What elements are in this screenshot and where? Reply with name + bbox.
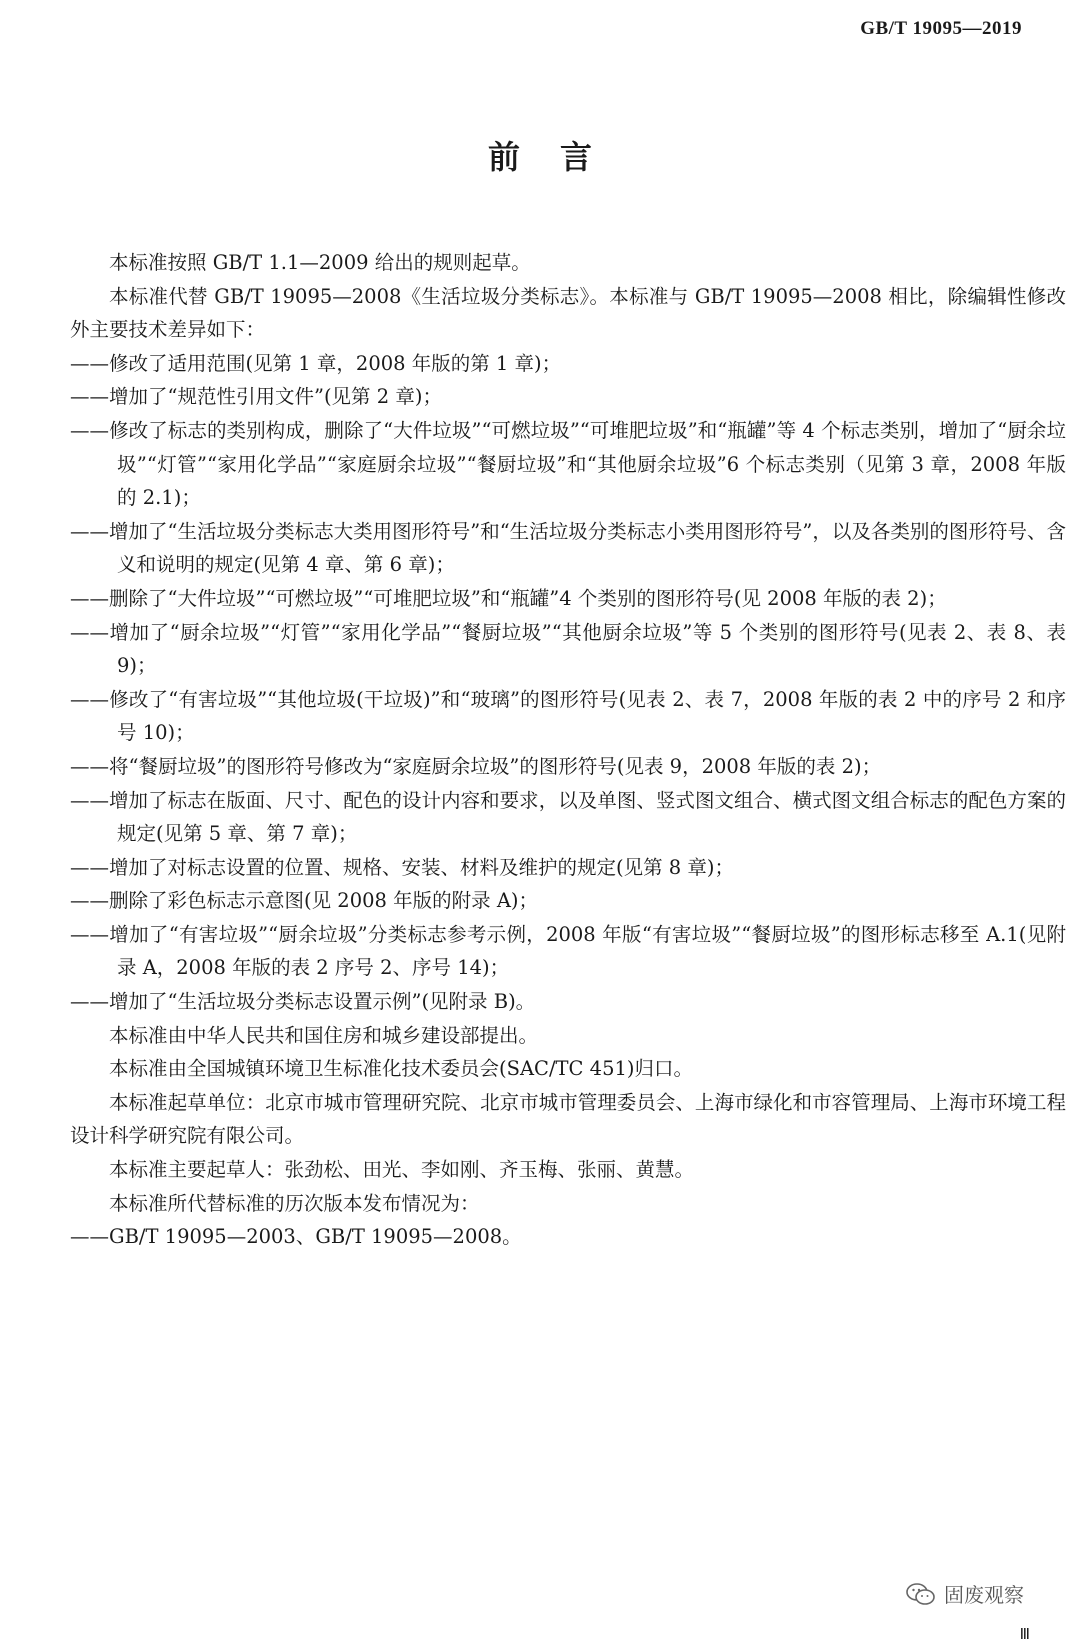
list-item: ——增加了“生活垃圾分类标志设置示例”(见附录 B)。 (70, 990, 536, 1014)
paragraph-history: 本标准所代替标准的历次版本发布情况为： (109, 1191, 480, 1215)
watermark-label: 固废观察 (944, 1583, 1024, 1607)
list-item: ——增加了“有害垃圾”“厨余垃圾”分类标志参考示例，2008 年版“有害垃圾”“餐厨垃圾”的图形标志移至 A.1(见附录 A，2008 年版的表 2 序号 2、序号 14)； (70, 922, 1066, 980)
list-item: ——增加了“生活垃圾分类标志大类用图形符号”和“生活垃圾分类标志小类用图形符号”，以及各类别的图形符号、含义和说明的规定(见第 4 章、第 6 章)； (70, 519, 1066, 577)
page-number: Ⅲ (1019, 1627, 1030, 1643)
list-item-history: ——GB/T 19095—2003、GB/T 19095—2008。 (70, 1225, 522, 1249)
paragraph-replacement: 本标准代替 GB/T 19095—2008《生活垃圾分类标志》。本标准与 GB/T 19095—2008 相比，除编辑性修改外主要技术差异如下： (70, 284, 1066, 342)
wechat-icon (906, 1582, 936, 1606)
list-item: ——增加了标志在版面、尺寸、配色的设计内容和要求，以及单图、竖式图文组合、横式图文组合标志的配色方案的规定(见第 5 章、第 7 章)； (70, 788, 1066, 846)
list-item: ——删除了“大件垃圾”“可燃垃圾”“可堆肥垃圾”和“瓶罐”4 个类别的图形符号(见 2008 年版的表 2)； (70, 586, 947, 610)
paragraph-drafting-rules: 本标准按照 GB/T 1.1—2009 给出的规则起草。 (109, 251, 531, 274)
paragraph-proposer: 本标准由中华人民共和国住房和城乡建设部提出。 (109, 1023, 539, 1047)
document-body (70, 246, 1066, 1254)
paragraph-drafters: 本标准主要起草人：张劲松、田光、李如刚、齐玉梅、张丽、黄慧。 (109, 1158, 695, 1182)
standard-code: GB/T 19095—2019 (860, 18, 1022, 39)
list-item: ——修改了“有害垃圾”“其他垃圾(干垃圾)”和“玻璃”的图形符号(见表 2、表 7，2008 年版的表 2 中的序号 2 和序号 10)； (70, 687, 1066, 745)
paragraph-drafting-units: 本标准起草单位：北京市城市管理研究院、北京市城市管理委员会、上海市绿化和市容管理局、上海市环境工程设计科学研究院有限公司。 (70, 1090, 1066, 1148)
list-item: ——将“餐厨垃圾”的图形符号修改为“家庭厨余垃圾”的图形符号(见表 9，2008 年版的表 2)； (70, 754, 882, 778)
list-item: ——修改了适用范围(见第 1 章，2008 年版的第 1 章)； (70, 351, 562, 375)
list-item: ——增加了“厨余垃圾”“灯管”“家用化学品”“餐厨垃圾”“其他厨余垃圾”等 5 个类别的图形符号(见表 2、表 8、表 9)； (70, 620, 1066, 678)
paragraph-committee: 本标准由全国城镇环境卫生标准化技术委员会(SAC/TC 451)归口。 (109, 1057, 693, 1081)
page-title: 前言 (487, 138, 632, 176)
list-item: ——删除了彩色标志示意图(见 2008 年版的附录 A)； (70, 889, 539, 913)
list-item: ——修改了标志的类别构成，删除了“大件垃圾”“可燃垃圾”“可堆肥垃圾”和“瓶罐”等 4 个标志类别，增加了“厨余垃圾”“灯管”“家用化学品”“家庭厨余垃圾”“餐厨垃圾”和“其他厨余垃圾”6 个标志类别（见第 3 章，2008 年版的 2.1)； (70, 418, 1066, 510)
list-item: ——增加了“规范性引用文件”(见第 2 章)； (70, 385, 442, 409)
list-item: ——增加了对标志设置的位置、规格、安装、材料及维护的规定(见第 8 章)； (70, 855, 735, 879)
watermark (906, 1579, 1024, 1608)
